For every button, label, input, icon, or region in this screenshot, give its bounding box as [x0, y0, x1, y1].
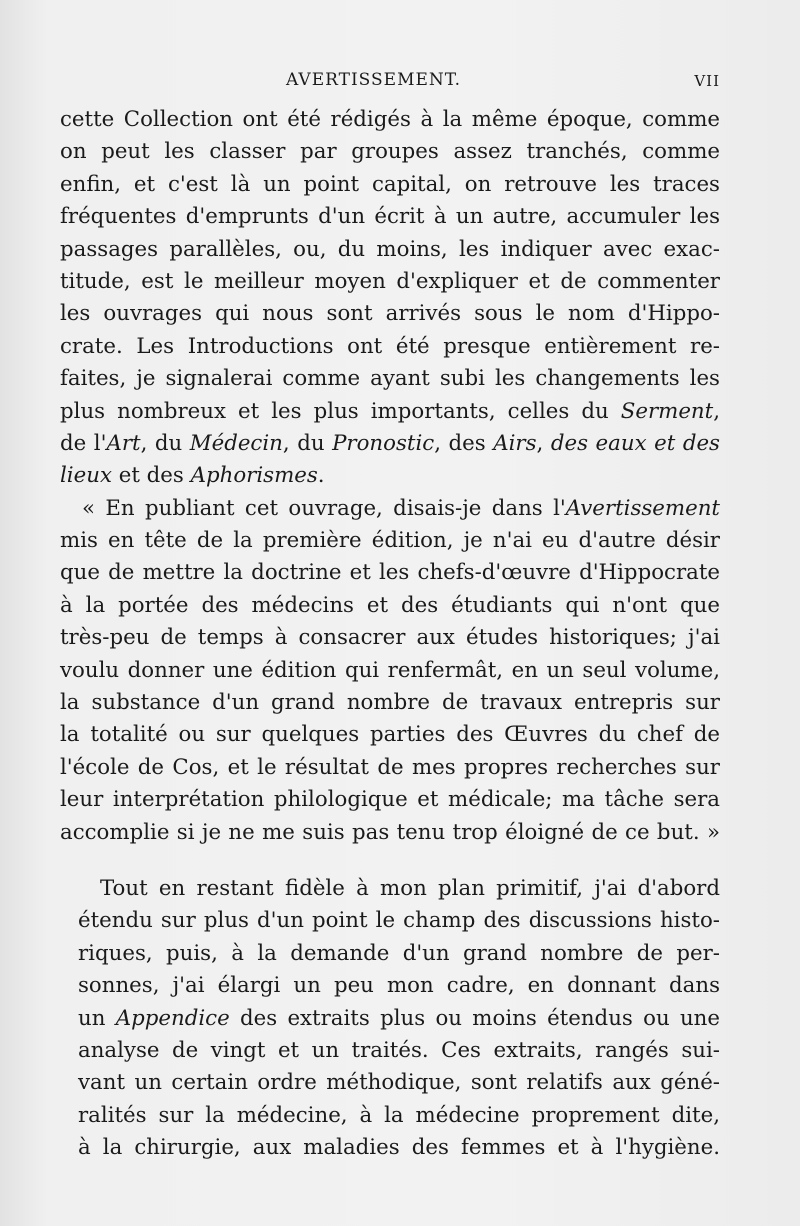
text-line: l'école de Cos, et le résultat de mes propres recherches sur [60, 754, 720, 780]
text-line: titude, est le meilleur moyen d'expliquer et de commenter [60, 268, 720, 294]
text-run: , des [434, 430, 494, 456]
text-line [60, 460, 720, 492]
text-line: sonnes, j'ai élargi un peu mon cadre, en donnant dans [78, 973, 720, 999]
text-run: . [317, 463, 325, 489]
text-run: un [78, 1005, 116, 1031]
text-run: , du [140, 430, 190, 456]
running-title: AVERTISSEMENT. [286, 70, 462, 90]
italic-title: lieux [60, 463, 112, 489]
text-line: cette Collection ont été rédigés à la même époque, comme [60, 107, 720, 132]
text-run: , du [282, 430, 333, 456]
paragraph-3 [60, 873, 720, 1165]
text-line: voulu donner une édition qui renfermât, en un seul volume, [60, 657, 720, 683]
text-line: riques, puis, à la demande d'un grand nombre de per- [78, 940, 720, 966]
text-run: , [536, 430, 551, 456]
text-line: très-peu de temps à consacrer aux études historiques; j'ai [60, 625, 720, 651]
text-line: leur interprétation philologique et médicale; ma tâche sera [60, 787, 720, 813]
text-line: à la portée des médecins et des étudiants qui n'ont que [60, 592, 720, 618]
text-run: de l' [60, 430, 107, 456]
text-line [60, 396, 720, 428]
text-line: étendu sur plus d'un point le champ des discussions histo- [78, 908, 720, 934]
text-line [60, 493, 720, 525]
text-line: ralités sur la médecine, à la médecine proprement dite, [78, 1102, 720, 1128]
italic-title: Pronostic [332, 430, 435, 456]
text-line [60, 428, 720, 460]
text-line: fréquentes d'emprunts d'un écrit à un autre, accumuler les [60, 204, 720, 230]
text-line: Tout en restant fidèle à mon plan primitif, j'ai d'abord [100, 875, 720, 901]
page-number: VII [694, 72, 720, 90]
text-line [60, 1003, 720, 1035]
text-run: plus nombreux et les plus importants, celles du [60, 398, 621, 424]
text-line: la substance d'un grand nombre de travaux entrepris sur [60, 690, 720, 716]
page-body [60, 104, 720, 1165]
italic-title: Avertissement [565, 495, 720, 521]
text-line: enfin, et c'est là un point capital, on retrouve les traces [60, 171, 720, 197]
italic-title: Art [106, 430, 141, 456]
text-line: analyse de vingt et un traités. Ces extraits, rangés sui- [78, 1037, 720, 1063]
text-line: que de mettre la doctrine et les chefs-d'œuvre d'Hippocrate [60, 560, 720, 586]
paragraph-spacer [60, 849, 720, 873]
text-line: on peut les classer par groupes assez tranchés, comme [60, 139, 720, 165]
text-run: et des [111, 463, 191, 489]
italic-title: Airs [493, 430, 537, 456]
text-line: accomplie si je ne me suis pas tenu trop éloigné de ce but. » [60, 819, 720, 845]
text-run: des extraits plus ou moins étendus ou une [229, 1005, 721, 1031]
text-line: passages parallèles, ou, du moins, les indiquer avec exac- [60, 236, 720, 262]
text-line: crate. Les Introductions ont été presque entièrement re- [60, 333, 720, 359]
paragraph-2-quotation [60, 493, 720, 849]
text-run: « En publiant cet ouvrage, disais-je dans l' [82, 495, 566, 521]
text-run: , [713, 398, 720, 424]
text-line: la totalité ou sur quelques parties des Œuvres du chef de [60, 722, 720, 748]
italic-title: Aphorismes [190, 463, 318, 489]
text-line: les ouvrages qui nous sont arrivés sous le nom d'Hippo- [60, 301, 720, 327]
italic-title: Serment [620, 398, 714, 424]
italic-title: des eaux et des [550, 430, 720, 456]
page-header [60, 70, 720, 100]
text-line: mis en tête de la première édition, je n'ai eu d'autre désir [60, 528, 720, 554]
text-line: vant un certain ordre méthodique, sont relatifs aux géné- [78, 1070, 720, 1096]
text-line: à la chirurgie, aux maladies des femmes et à l'hygiène. [78, 1135, 720, 1161]
italic-title: Médecin [189, 430, 283, 456]
text-line: faites, je signalerai comme ayant subi les changements les [60, 366, 720, 392]
italic-title: Appendice [115, 1005, 230, 1031]
paragraph-1 [60, 104, 720, 493]
